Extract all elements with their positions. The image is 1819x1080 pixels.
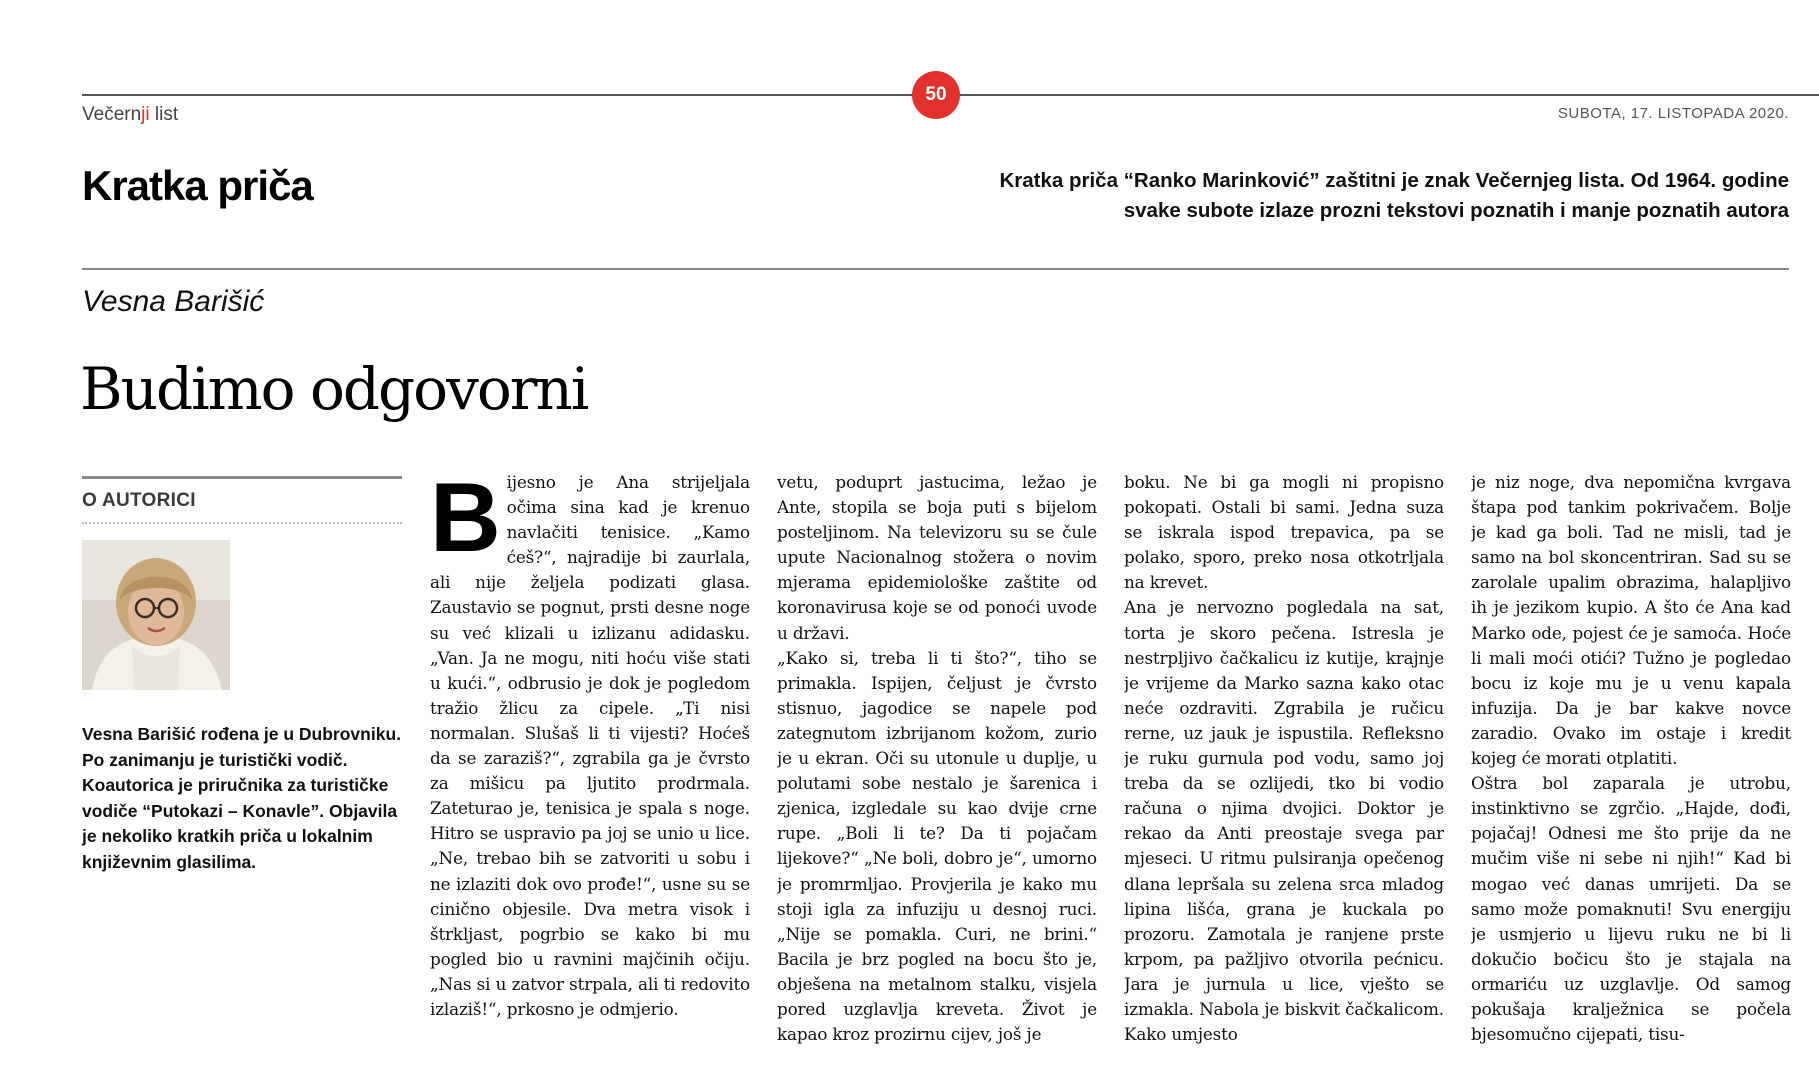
article-column-4: [1471, 470, 1791, 1080]
newspaper-name-part: list: [149, 104, 179, 125]
section-divider: [82, 268, 1789, 270]
page-number-badge: 50: [912, 71, 960, 119]
author-portrait-image: [82, 540, 230, 690]
article-paragraph: Oštra bol zaparala je utrobu, instinktivno se zgrčio. „Hajde, dođi, pojačaj! Odnesi me što prije da ne mučim više ni sebe ni njih!“ Kad bi mogao već danas umrijeti. Da se samo može pomaknuti! Svu energiju je usmjerio u lijevu ruku ne bi li dokučio bočicu što je stajala na ormariću uz uzglavlje. Od samog pokušaja kralježnica se počela bjesomučno cijepati, tisu-: [1471, 773, 1791, 1045]
article-column-2: [777, 470, 1097, 1080]
author-photo: [82, 540, 230, 690]
article-paragraph: „Kako si, treba li ti što?“, tiho se primakla. Ispijen, čeljust je čvrsto stisnuo, jagodice se napele pod zategnutom izbrijanom kožom, zurio je u ekran. Oči su utonule u duplje, u polutami sobe nestalo je šarenica i zjenica, izgledale su kao dvije crne rupe. „Boli li te? Da ti pojačam lijekove?“ „Ne boli, dobro je“, umorno je promrmljao. Provjerila je kako mu stoji igla za infuziju u desnoj ruci. „Nije se pomakla. Curi, ne brini.“ Bacila je brz pogled na bocu što je, obješena na metalnom stalku, visjela pored uzglavlja kreveta. Život je kapao kroz prozirnu cijev, još je: [777, 647, 1097, 1045]
issue-date: SUBOTA, 17. LISTOPADA 2020.: [1557, 105, 1789, 122]
article-column-3: [1124, 470, 1444, 1080]
article-paragraph: Ana je nervozno pogledala na sat, torta je skoro pečena. Istresla je nestrpljivo čačkalicu iz kutije, krajnje je vrijeme da Marko sazna kako otac neće ozdraviti. Zgrabila je ručicu rerne, uz jauk je ispustila. Refleksno je ruku gurnula pod vodu, samo joj treba da se ozlijedi, tko bi vodio računa o njima dvojici. Doktor je rekao da Anti preostaje svega par mjeseci. U ritmu pulsiranja opečenog dlana lepršala su zelena srca mladog lipina lišća, grana je kuckala po prozoru. Zamotala je ranjene prste krpom, pa pažljivo otvorila pećnicu. Jara je jurnula u lice, vješto se izmakla. Nabola je biskvit čačkalicom. Kako umjesto: [1124, 597, 1444, 1045]
article-author: Vesna Barišić: [82, 285, 265, 318]
sidebar-dotted-divider: [82, 522, 402, 524]
article-paragraph: boku. Ne bi ga mogli ni propisno pokopati. Ostali bi sami. Jedna suza se iskrala ispod trepavica, pa se polako, sporo, preko nosa otkotrljala na krevet.: [1124, 472, 1444, 593]
sidebar-rule: [82, 476, 402, 479]
article-paragraph: je niz noge, dva nepomična kvrgava štapa pod tankim pokrivačem. Bolje je kad ga boli. Tad ne misli, tad je samo na bol skoncentriran. Sad su se zarolale upalim obrazima, halapljivo ih je jezikom kupio. A što će Ana kad Marko ode, pojest će je samoća. Hoće li mali moći otići? Tužno je pogledao bocu iz koje mu je u venu kapala infuzija. Da je bar kakve novce zaradio. Ovako im ostaje i kredit kojeg će morati otplatiti.: [1471, 472, 1791, 769]
newspaper-name-part: Večern: [82, 104, 142, 125]
newspaper-name: [82, 104, 178, 126]
author-bio: Vesna Barišić rođena je u Dubrovniku. Po zanimanju je turistički vodič. Koautorica je priručnika za turističke vodiče “Putokazi – Konavle”. Objavila je nekoliko kratkih priča u lokalnim književnim glasilima.: [82, 724, 401, 872]
drop-cap: B: [430, 470, 501, 572]
sidebar-heading: O AUTORICI: [82, 490, 196, 511]
article-headline: Budimo odgovorni: [80, 355, 588, 423]
article-paragraph: ijesno je Ana strijeljala očima sina kad je krenuo navlačiti tenisice. „Kamo ćeš?“, najradije bi zaurlala, ali nije željela podizati glasa. Zaustavio se pognut, prsti desne noge su već klizali u izlizanu adidasku. „Van. Ja ne mogu, niti hoću više stati u kući.“, odbrusio je dok je pogledom tražio žlicu za cipele. „Ti nisi normalan. Slušaš li ti vijesti? Hoćeš da se zaraziš?“, zgrabila ga je čvrsto za mišicu pa ljutito prodrmala. Zateturao je, tenisica je spala s noge. Hitro se uspravio pa joj se unio u lice. „Ne, trebao bih se zatvoriti u sobu i ne izlaziti dok ovo prođe!“, usne su se cinično objesile. Dva metra visok i štrkljast, pogrbio se kako bi mu pogled bio u ravnini majčinih očiju. „Nas si u zatvor strpala, ali ti redovito izlaziš!“, prkosno je odmjerio.: [430, 472, 750, 1019]
article-paragraph: vetu, poduprt jastucima, ležao je Ante, stopila se boja puti s bijelom posteljinom. Na televizoru su se čule upute Nacionalnog stožera o novim mjerama epidemiološke zaštite od koronavirusa koje se od ponoći uvode u državi.: [777, 472, 1097, 643]
newspaper-name-accent: ji: [141, 104, 150, 125]
article-column-1: [430, 470, 750, 1080]
section-description: Kratka priča “Ranko Marinković” zaštitni je znak Večernjeg lista. Od 1964. godine svake subote izlaze prozni tekstovi poznatih i manje poznatih autora: [999, 169, 1789, 222]
section-title: Kratka priča: [82, 162, 313, 209]
